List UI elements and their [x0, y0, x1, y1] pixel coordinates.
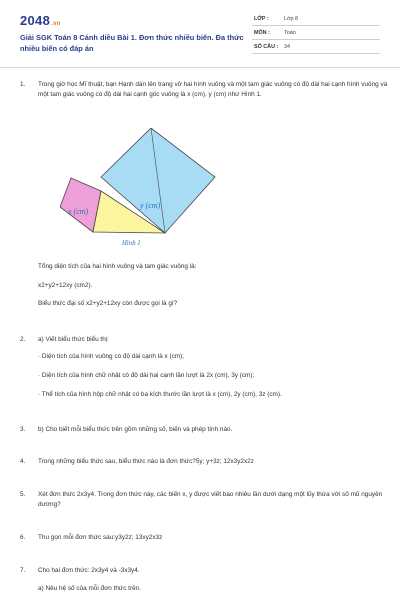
question-number: 7.	[20, 567, 26, 574]
question-text: Xét đơn thức 2x3y4. Trong đơn thức này, các biến x, y được viết bao nhiêu lần dưới dạng một lũy thừa với số mũ nguyên dương?	[38, 491, 383, 508]
question-text: Thu gọn mỗi đơn thức sau:y3y2z; 13xy2x3z	[38, 534, 163, 541]
meta-table	[252, 12, 380, 54]
logo-suffix: .vn	[51, 21, 61, 27]
question-number: 2.	[20, 336, 26, 343]
question-number: 3.	[20, 426, 26, 433]
figure-1-diagram	[60, 128, 260, 253]
meta-row-count	[252, 40, 380, 54]
site-logo[interactable]	[20, 13, 61, 28]
meta-value: Toán	[284, 30, 296, 36]
meta-key: SỐ CÂU :	[254, 44, 279, 50]
meta-value: Lớp 8	[284, 16, 299, 22]
question-1-line-3: Biểu thức đại số x2+y2+12xy còn được gọi là gì?	[38, 300, 178, 307]
question-number: 6.	[20, 534, 26, 541]
question-text: b) Cho biết mỗi biểu thức trên gồm những số, biến và phép tính nào.	[38, 426, 233, 433]
logo-text: 2048	[20, 13, 51, 28]
meta-key: LỚP :	[254, 16, 269, 22]
label-x: x (cm)	[68, 207, 89, 216]
question-number: 5.	[20, 491, 26, 498]
question-1-line-2: x2+y2+12xy (cm2).	[38, 282, 93, 289]
meta-row-subject	[252, 26, 380, 40]
meta-row-grade	[252, 12, 380, 26]
page-header	[0, 0, 400, 64]
question-text: a) Viết biểu thức biểu thị:	[38, 336, 109, 343]
meta-value: 34	[284, 44, 290, 50]
question-number: 4.	[20, 458, 26, 465]
document-title: Giải SGK Toán 8 Cánh diều Bài 1. Đơn thức nhiều biến. Đa thức nhiều biến có đáp án	[20, 33, 244, 53]
label-y: y (cm)	[140, 201, 161, 210]
question-text: Trong giờ học Mĩ thuật, bạn Hạnh dán lên trang vở hai hình vuông và một tam giác vuông có độ dài hai cạnh hình vuông và một tam giác vuông có độ dài hai cạnh góc vuông là x (cm), y (cm) như Hình 1.	[38, 81, 388, 98]
question-2-bullet-2: · Diện tích của hình chữ nhật có độ dài hai cạnh lần lượt là 2x (cm), 3y (cm);	[38, 372, 255, 379]
question-text: Cho hai đơn thức: 2x3y4 và -3x3y4.	[38, 567, 140, 574]
header-divider	[0, 67, 400, 68]
question-7-sub-a: a) Nêu hệ số của mỗi đơn thức trên.	[38, 585, 141, 592]
question-text: Trong những biểu thức sau, biểu thức nào là đơn thức?5y; y+3z; 12x3y2x2z	[38, 458, 254, 465]
question-number: 1.	[20, 81, 26, 88]
question-2-bullet-1: · Diện tích của hình vuông có độ dài cạnh là x (cm);	[38, 353, 184, 360]
figure-caption: Hình 1	[122, 240, 141, 247]
meta-key: MÔN :	[254, 30, 270, 36]
question-1-line-1: Tổng diện tích của hai hình vuông và tam giác vuông là:	[38, 263, 197, 270]
question-2-bullet-3: · Thể tích của hình hộp chữ nhật có ba kích thước lần lượt là x (cm), 2y (cm), 3z (cm).	[38, 391, 282, 398]
